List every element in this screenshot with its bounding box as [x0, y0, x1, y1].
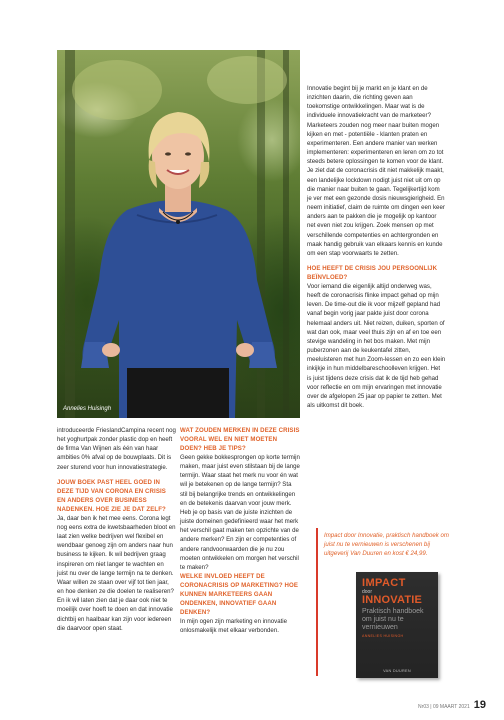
article-column-left: [57, 426, 176, 633]
body-paragraph: Innovatie begint bij je markt en je klant en de inzichten daarin, die richting geven aan toekomstige ontwikkelingen. Maar wat is de individuele innovatiekracht van de marketeer? Marketeers zouden nog meer naar buiten mogen kijken en met - potentiële - klanten praten en experimenteren. Een andere manier van werken implementeren: experimenteren en leren om zo tot steeds betere oplossingen te komen voor de klant. Je ziet dat de coronacrisis dit niet makkelijk maakt, een landelijke lockdown nodigt juist niet uit om op die manier naar buiten te gaan. Tegelijkertijd kom je ver met een gezonde dosis nieuwsgierigheid. En neem initiatief, claim de ruimte om dingen een keer anders aan te pakken die je mogelijk op kantoor net even niet zou krijgen. Zoek mensen op met verschillende competenties en achtergronden en maak handig gebruik van elkaars kennis en kunde om een stap voorwaarts te zetten.: [307, 85, 445, 257]
book-title-line3: INNOVATIE: [362, 594, 423, 606]
section-heading: WAT ZOUDEN MERKEN IN DEZE CRISIS VOORAL WEL EN NIET MOETEN DOEN? HEB JE TIPS?: [180, 427, 300, 452]
body-paragraph: In mijn ogen zijn marketing en innovatie onlosmakelijk met elkaar verbonden.: [180, 618, 288, 635]
book-title-line1: IMPACT: [362, 577, 406, 589]
section-heading: HOE HEEFT DE CRISIS JOU PERSOONLIJK BEÏNVLOED?: [307, 264, 438, 281]
portrait-photo: [57, 50, 300, 418]
issue-label: Nr03 | 09 MAART 2021: [418, 704, 470, 710]
portrait-illustration: [57, 50, 300, 418]
body-paragraph: Ja, daar ben ik het mee eens. Corona legt nog eens extra de kwetsbaarheden bloot en laat zien welke bedrijven wel flexibel en wendbaar genoeg zijn om anders naar hun business te kijken. Ik wil bedrijven graag inspireren om niet langer te wachten en juist nu over de lange termijn na te denken. Waar willen ze staan over vijf tot tien jaar, en hoe denken ze die doelen te realiseren? En ik wil laten zien dat je daar ook niet te moeilijk over hoeft te doen en dat innovatie dichtbij en haalbaar kan zijn voor iedereen die daarvoor open staat.: [57, 514, 176, 632]
body-paragraph: Geen gekke bokkesprongen op korte termijn maken, maar juist even stilstaan bij de lange termijn. Waar staat het merk nu voor én wat wil je betekenen op de lange termijn? Sta stil bij belangrijke trends en ontwikkelingen en de betekenis daarvan voor jouw merk. Heb je op basis van de juiste inzichten de juiste domeinen gedefinieerd waar het merk het verschil gaat maken ten opzichte van de andere merken? En zijn er competenties of andere randvoorwaarden die je nu zou moeten ontwikkelen om morgen het verschil te maken?: [180, 454, 300, 571]
photo-caption: Annelies Huisingh: [63, 406, 112, 412]
article-column-right: [307, 84, 446, 410]
body-paragraph: Voor iemand die eigenlijk altijd onderweg was, heeft de coronacrisis flinke impact gehad op mijn leven. De time-out die ik voor mijzelf gepland had vanaf begin vorig jaar pakte juist door corona helemaal anders uit. Niet reizen, duiken, sporten of wat dan ook, maar veel thuis zijn en af en toe een stevige wandeling in het bos maken. Met mijn puberzonen aan de keukentafel zitten, meeluisteren met hun Zoom-lessen en zo een klein inkijkje in hun middelbareschoolleven krijgen. Het is juist tijdens deze crisis dat ik de tijd heb gehad voor reflectie en om mijn ervaringen met innovatie over de afgelopen 25 jaar op papier te zetten. Met als uitkomst dit boek.: [307, 282, 446, 409]
section-heading: WELKE INVLOED HEEFT DE CORONACRISIS OP MARKETING? HOE KUNNEN MARKETEERS GAAN ONDENKEN, INNOVATIEF GAAN DENKEN?: [180, 573, 298, 617]
book-subtitle: Praktisch handboek om juist nu te vernieuwen: [362, 608, 424, 631]
intro-paragraph: introduceerde FrieslandCampina recent nog het yoghurtpak zonder plastic dop en heeft de firma Van Wijnen als één van haar ambities 0% afval op de bouwplaats. Dit is zeer sturend voor hun innovatiestrategie.: [57, 427, 176, 471]
book-title-line2: door: [362, 589, 373, 595]
book-publisher: VAN DUUREN: [383, 669, 411, 673]
article-column-middle: [180, 426, 300, 635]
book-author: ANNELIES HUISINGH: [362, 634, 404, 639]
page-number: 19: [473, 699, 486, 711]
page-folio: [418, 699, 486, 711]
book-cover: [356, 572, 438, 678]
section-heading: JOUW BOEK PAST HEEL GOED IN DEZE TIJD VAN CORONA EN CRISIS EN ANDERS OVER BUSINESS NADENKEN. HOE ZIE JE DAT ZELF?: [57, 478, 166, 513]
book-promo-text: Impact door Innovatie, praktisch handboek om juist nu te vernieuwen is verschenen bij uitgeverij Van Duuren en kost € 24,99.: [324, 532, 449, 557]
promo-accent-rule: [316, 528, 318, 676]
